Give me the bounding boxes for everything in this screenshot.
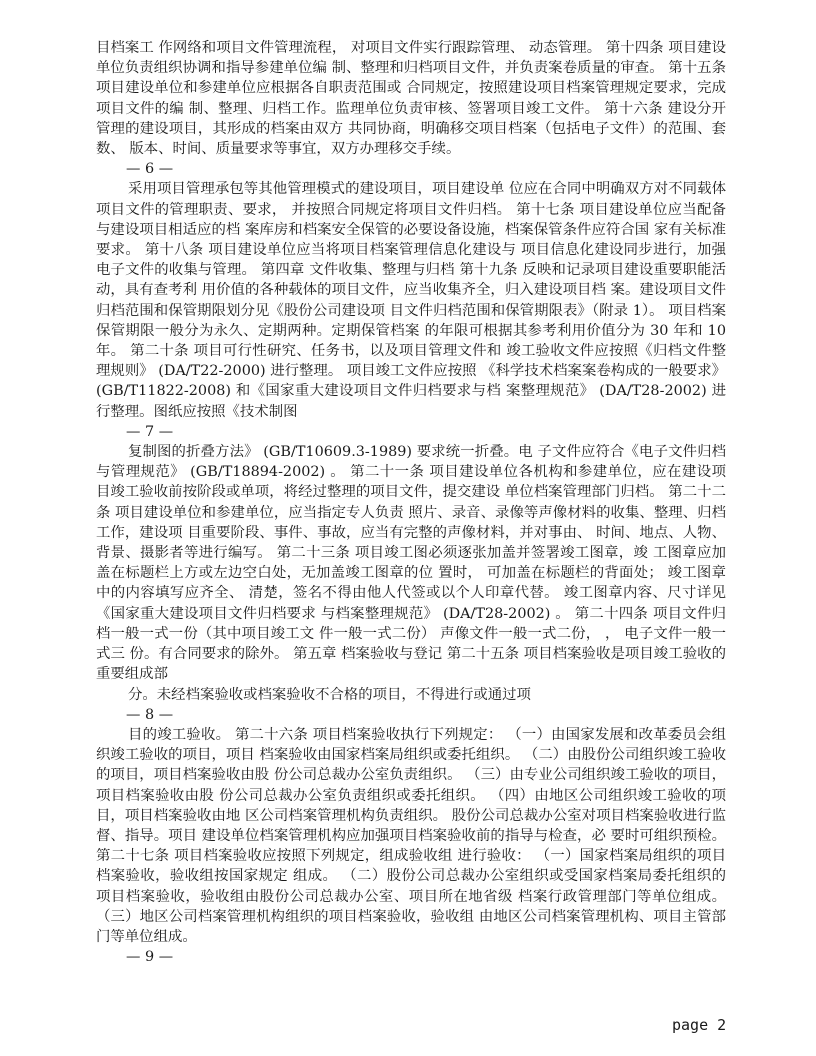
- page-number-marker: — 9 —: [126, 949, 174, 966]
- paragraph: 采用项目管理承包等其他管理模式的建设项目，项目建设单 位应在合同中明确双方对不同载体项目文件的管理职责、要求， 并按照合同规定将项目文件归档。 第十七条 项目建设单位应当配备与建设项目相适应的档 案库房和档案安全保管的必要设备设施，档案保管条件应符合国 家有关标准要求。 第十八条 项目建设单位应当将项目档案管理信息化建设与 项目信息化建设同步进行，加强电子文件的收集与管理。 第四章 文件收集、整理与归档 第十九条 反映和记录项目建设重要职能活动，具有查考利 用价值的各种载体的项目文件，应当收集齐全，归入建设项目档 案。建设项目文件归档范围和保管期限划分见《股份公司建设项 目文件归档范围和保管期限表》（附录 1）。 项目档案保管期限一般分为永久、定期两种。定期保管档案 的年限可根据其参考利用价值分为 30 年和 10 年。 第二十条 项目可行性研究、任务书，以及项目管理文件和 竣工验收文件应按照《归档文件整理规则》 (DA/T22-2000) 进行整理。 项目竣工文件应按照 《科学技术档案案卷构成的一般要求》 (GB/T11822-2008) 和《国家重大建设项目文件归档要求与档 案整理规范》 (DA/T28-2002) 进行整理。图纸应按照《技术制图: [96, 181, 726, 420]
- page-number-marker: — 6 —: [126, 161, 174, 178]
- paragraph: 复制图的折叠方法》 (GB/T10609.3-1989) 要求统一折叠。电 子文件应符合《电子文件归档与管理规范》 (GB/T18894-2002) 。 第二十一条 项目建设单位各机构和参建单位，应在建设项 目竣工验收前按阶段或单项，将经过整理的项目文件，提交建设 单位档案管理部门归档。 第二十二条 项目建设单位和参建单位，应当指定专人负责 照片、录音、录像等声像材料的收集、整理、归档工作，建设项 目重要阶段、事件、事故，应当有完整的声像材料，并对事由、 时间、地点、人物、背景、摄影者等进行编写。 第二十三条 项目竣工图必须逐张加盖并签署竣工图章，竣 工图章应加盖在标题栏上方或左边空白处，无加盖竣工图章的位 置时， 可加盖在标题栏的背面处； 竣工图章中的内容填写应齐全、 清楚，签名不得由他人代签或以个人印章代替。 竣工图章内容、尺寸详见《国家重大建设项目文件归档要求 与档案整理规范》 (DA/T28-2002) 。 第二十四条 项目文件归档一般一式一份（其中项目竣工文 件一般一式二份） 声像文件一般一式二份， ， 电子文件一般一式三 份。有合同要求的除外。 第五章 档案验收与登记 第二十五条 项目档案验收是项目竣工验收的重要组成部: [96, 444, 726, 683]
- paragraph: 分。未经档案验收或档案验收不合格的项目，不得进行或通过项: [128, 686, 531, 703]
- page-footer: page 2: [672, 1016, 727, 1034]
- page-number-marker: — 8 —: [126, 706, 174, 723]
- document-body: [96, 38, 726, 967]
- paragraph: 目档案工 作网络和项目文件管理流程， 对项目文件实行跟踪管理、 动态管理。 第十四条 项目建设单位负责组织协调和指导参建单位编 制、整理和归档项目文件，并负责案卷质量的审查。 第十五条 项目建设单位和参建单位应根据各自职责范围或 合同规定，按照建设项目档案管理规定要求，完成项目文件的编 制、整理、归档工作。监理单位负责审核、签署项目竣工文件。 第十六条 建设分开管理的建设项目，其形成的档案由双方 共同协商，明确移交项目档案（包括电子文件）的范围、套数、 版本、时间、质量要求等事宜，双方办理移交手续。: [96, 40, 726, 158]
- page-number-marker: — 7 —: [126, 423, 174, 440]
- paragraph: 目的竣工验收。 第二十六条 项目档案验收执行下列规定： （一）由国家发展和改革委员会组织竣工验收的项目，项目 档案验收由国家档案局组织或委托组织。 （二）由股份公司组织竣工验收的项目，项目档案验收由股 份公司总裁办公室负责组织。 （三）由专业公司组织竣工验收的项目，项目档案验收由股 份公司总裁办公室负责组织或委托组织。 （四）由地区公司组织竣工验收的项目，项目档案验收由地 区公司档案管理机构负责组织。 股份公司总裁办公室对项目档案验收进行监督、指导。项目 建设单位档案管理机构应加强项目档案验收前的指导与检查，必 要时可组织预检。 第二十七条 项目档案验收应按照下列规定，组成验收组 进行验收： （一）国家档案局组织的项目档案验收，验收组按国家规定 组成。 （二）股份公司总裁办公室组织或受国家档案局委托组织的 项目档案验收，验收组由股份公司总裁办公室、项目所在地省级 档案行政管理部门等单位组成。 （三）地区公司档案管理机构组织的项目档案验收，验收组 由地区公司档案管理机构、项目主管部门等单位组成。: [96, 726, 726, 945]
